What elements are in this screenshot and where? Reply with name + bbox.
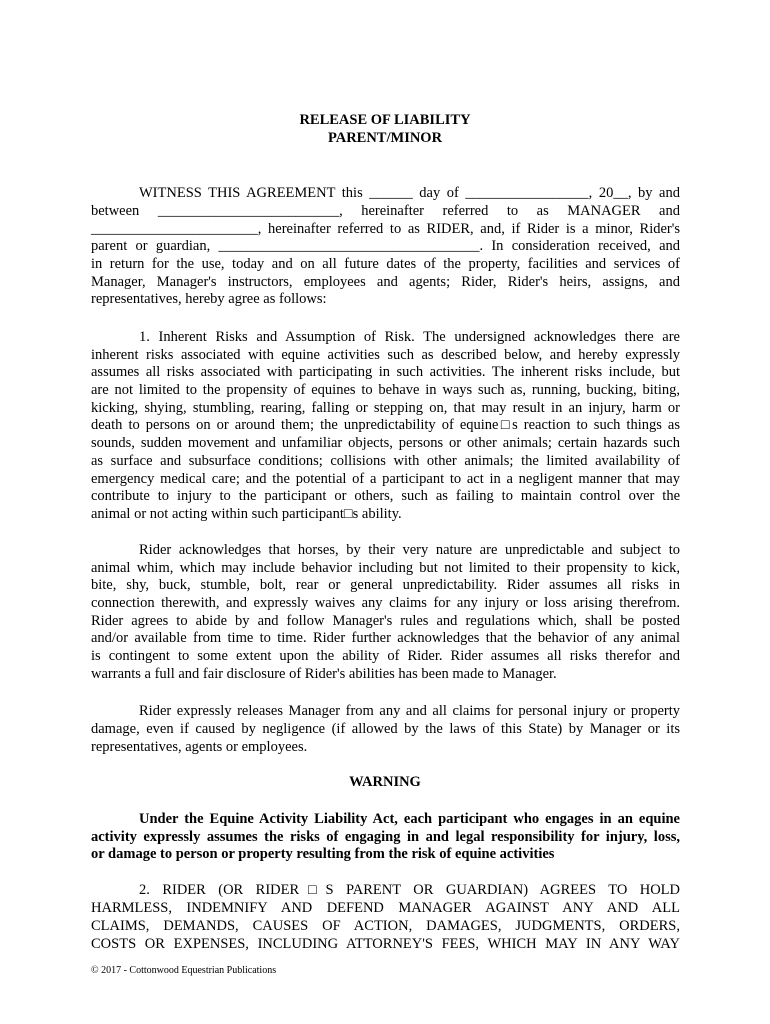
warning-line: activity expressly assumes the risks of engaging in and legal responsibility for injury, loss,	[91, 829, 680, 845]
hold-harmless-line: 2. RIDER (OR RIDER□S PARENT OR GUARDIAN) AGREES TO HOLD	[139, 882, 680, 898]
horses-line: connection therewith, and expressly waives any claims for any injury or loss arising therefrom.	[91, 595, 680, 611]
witness-line: in return for the use, today and on all future dates of the property, facilities and services of	[91, 256, 680, 272]
document-title: RELEASE OF LIABILITY	[299, 112, 471, 128]
inherent-risks-line: kicking, shying, stumbling, rearing, falling or stepping on, that may result in an injury, harm or	[91, 400, 680, 416]
inherent-risks-line: death to persons on or around them; the unpredictability of equine□s reaction to such things as	[91, 417, 680, 433]
warning-line: or damage to person or property resulting from the risk of equine activities	[91, 846, 555, 862]
horses-line: Rider agrees to abide by and follow Manager's rules and regulations which, shall be posted	[91, 613, 680, 629]
release-line: representatives, agents or employees.	[91, 739, 308, 755]
witness-line: parent or guardian, ____________________________________. In consideration received, and	[91, 238, 680, 254]
inherent-risks-line: animal or not acting within such participant□s ability.	[91, 506, 402, 522]
inherent-risks-line: assumes all risks associated with participating in such activities. The inherent risks include, but	[91, 364, 680, 380]
warning-line: Under the Equine Activity Liability Act, each participant who engages in an equine	[139, 811, 680, 827]
horses-line: is contingent to some extent upon the ability of Rider. Rider assumes all risks therefor and	[91, 648, 680, 664]
horses-line: and/or available from time to time. Rider further acknowledges that the behavior of any animal	[91, 630, 680, 646]
copyright-footer: © 2017 - Cottonwood Equestrian Publications	[91, 965, 277, 976]
warning-heading: WARNING	[349, 774, 421, 790]
horses-line: Rider acknowledges that horses, by their very nature are unpredictable and subject to	[139, 542, 680, 558]
hold-harmless-line: CLAIMS, DEMANDS, CAUSES OF ACTION, DAMAGES, JUDGMENTS, ORDERS,	[91, 918, 680, 934]
witness-line: representatives, hereby agree as follows:	[91, 291, 327, 307]
document-subtitle: PARENT/MINOR	[327, 130, 443, 146]
inherent-risks-line: emergency medical care; and the potential of a participant to act in a negligent manner that may	[91, 471, 680, 487]
witness-line: WITNESS THIS AGREEMENT this ______ day of _________________, 20__, by and	[139, 185, 680, 201]
inherent-risks-line: inherent risks associated with equine activities such as described below, and hereby expressly	[91, 347, 680, 363]
release-line: damage, even if caused by negligence (if allowed by the laws of this State) by Manager or its	[91, 721, 680, 737]
inherent-risks-line: as surface and subsurface conditions; collisions with other animals; the limited availability of	[91, 453, 680, 469]
horses-line: warrants a full and fair disclosure of Rider's abilities has been made to Manager.	[91, 666, 557, 682]
horses-line: animal whim, which may include behavior including but not limited to their propensity to kick,	[91, 560, 680, 576]
hold-harmless-line: HARMLESS, INDEMNIFY AND DEFEND MANAGER AGAINST ANY AND ALL	[91, 900, 680, 916]
witness-line: Manager, Manager's instructors, employees and agents; Rider, Rider's heirs, assigns, and	[91, 274, 680, 290]
witness-line: between _________________________, hereinafter referred to as MANAGER and	[91, 203, 680, 219]
inherent-risks-line: are not limited to the propensity of equines to behave in ways such as, running, bucking, biting,	[91, 382, 680, 398]
inherent-risks-line: 1. Inherent Risks and Assumption of Risk. The undersigned acknowledges there are	[139, 329, 680, 345]
inherent-risks-line: contribute to injury to the participant or others, such as failing to maintain control over the	[91, 488, 680, 504]
witness-line: _______________________, hereinafter referred to as RIDER, and, if Rider is a minor, Rider's	[91, 221, 680, 237]
horses-line: bite, shy, buck, stumble, bolt, rear or general unpredictability. Rider assumes all risks in	[91, 577, 680, 593]
inherent-risks-line: sounds, sudden movement and unfamiliar objects, persons or other animals; certain hazards such	[91, 435, 680, 451]
hold-harmless-line: COSTS OR EXPENSES, INCLUDING ATTORNEY'S FEES, WHICH MAY IN ANY WAY	[91, 936, 680, 952]
release-line: Rider expressly releases Manager from any and all claims for personal injury or property	[139, 703, 680, 719]
